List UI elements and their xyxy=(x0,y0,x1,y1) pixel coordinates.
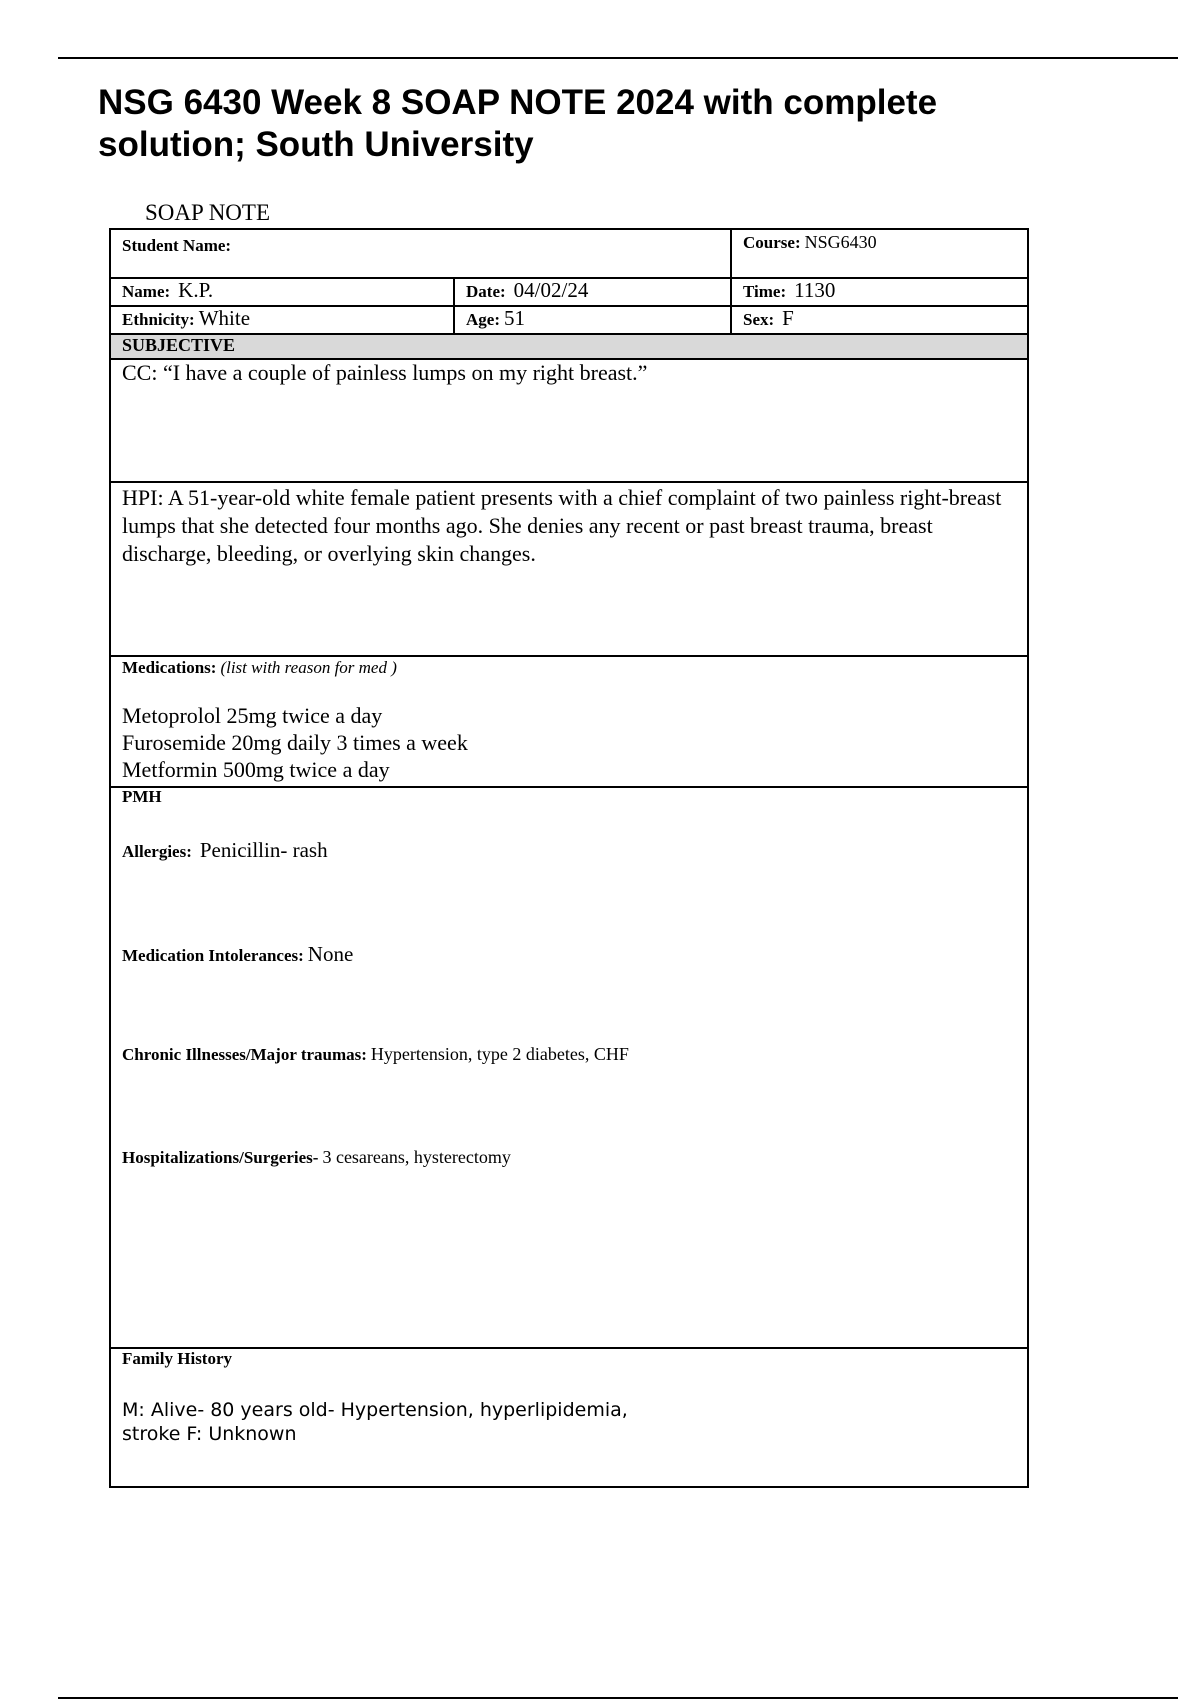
allergies-label: Allergies: xyxy=(122,842,192,861)
ethnicity-label: Ethnicity: xyxy=(122,310,195,329)
course-label: Course: xyxy=(743,233,801,252)
medication-item: Metoprolol 25mg twice a day xyxy=(122,703,383,728)
time-value: 1130 xyxy=(794,278,836,302)
medication-item: Furosemide 20mg daily 3 times a week xyxy=(122,730,468,755)
family-history-text: M: Alive- 80 years old- Hypertension, hyperlipidemia, stroke F: Unknown xyxy=(122,1399,628,1445)
intolerances-label: Medication Intolerances: xyxy=(122,946,304,965)
hospitalizations-value: 3 cesareans, hysterectomy xyxy=(322,1147,511,1167)
medication-item: Metformin 500mg twice a day xyxy=(122,757,390,782)
course-field xyxy=(743,232,877,253)
sex-value: F xyxy=(782,306,794,330)
patient-name-value: K.P. xyxy=(178,278,214,302)
student-name-field xyxy=(122,232,231,257)
intolerances-field xyxy=(122,942,353,967)
time-label: Time: xyxy=(743,282,787,301)
age-field xyxy=(466,306,525,331)
allergies-field xyxy=(122,838,328,863)
patient-name-field xyxy=(122,278,213,303)
sex-field xyxy=(743,306,794,331)
intolerances-value: None xyxy=(307,942,354,966)
pmh-heading: PMH xyxy=(122,787,162,806)
hospitalizations-label: Hospitalizations/Surgeries- xyxy=(122,1148,319,1167)
bottom-rule xyxy=(58,1697,1178,1699)
medications-hint: (list with reason for med ) xyxy=(220,658,397,677)
date-value: 04/02/24 xyxy=(513,278,589,302)
chronic-illnesses-label: Chronic Illnesses/Major traumas: xyxy=(122,1045,367,1064)
chronic-illnesses-value: Hypertension, type 2 diabetes, CHF xyxy=(370,1044,629,1064)
hpi-text: HPI: A 51-year-old white female patient presents with a chief complaint of two painless right-breast lumps that she detected four months ago. She denies any recent or past breast trauma, breast discharge, bleeding, or overlying skin changes. xyxy=(122,485,1002,566)
medications-label: Medications: xyxy=(122,658,217,677)
ethnicity-value: White xyxy=(198,306,251,330)
hospitalizations-field xyxy=(122,1147,511,1168)
date-field xyxy=(466,278,588,303)
student-name-label: Student Name: xyxy=(122,236,232,255)
date-label: Date: xyxy=(466,282,506,301)
patient-name-label: Name: xyxy=(122,282,171,301)
subjective-band xyxy=(109,335,1029,358)
family-history-heading: Family History xyxy=(122,1349,233,1368)
allergies-value: Penicillin- rash xyxy=(199,838,328,862)
age-label: Age: xyxy=(466,310,500,329)
chief-complaint: CC: “I have a couple of painless lumps on my right breast.” xyxy=(122,360,648,385)
course-value: NSG6430 xyxy=(804,232,877,252)
document-title: NSG 6430 Week 8 SOAP NOTE 2024 with complete solution; South University xyxy=(98,83,938,164)
top-rule xyxy=(58,57,1178,59)
ethnicity-field xyxy=(122,306,250,331)
soap-note-form xyxy=(109,228,1029,1488)
time-field xyxy=(743,278,835,303)
medications-header xyxy=(122,658,397,678)
age-value: 51 xyxy=(503,306,525,330)
chronic-illnesses-field xyxy=(122,1044,629,1065)
subjective-heading: SUBJECTIVE xyxy=(122,335,236,355)
sex-label: Sex: xyxy=(743,310,775,329)
form-label: SOAP NOTE xyxy=(145,200,271,225)
